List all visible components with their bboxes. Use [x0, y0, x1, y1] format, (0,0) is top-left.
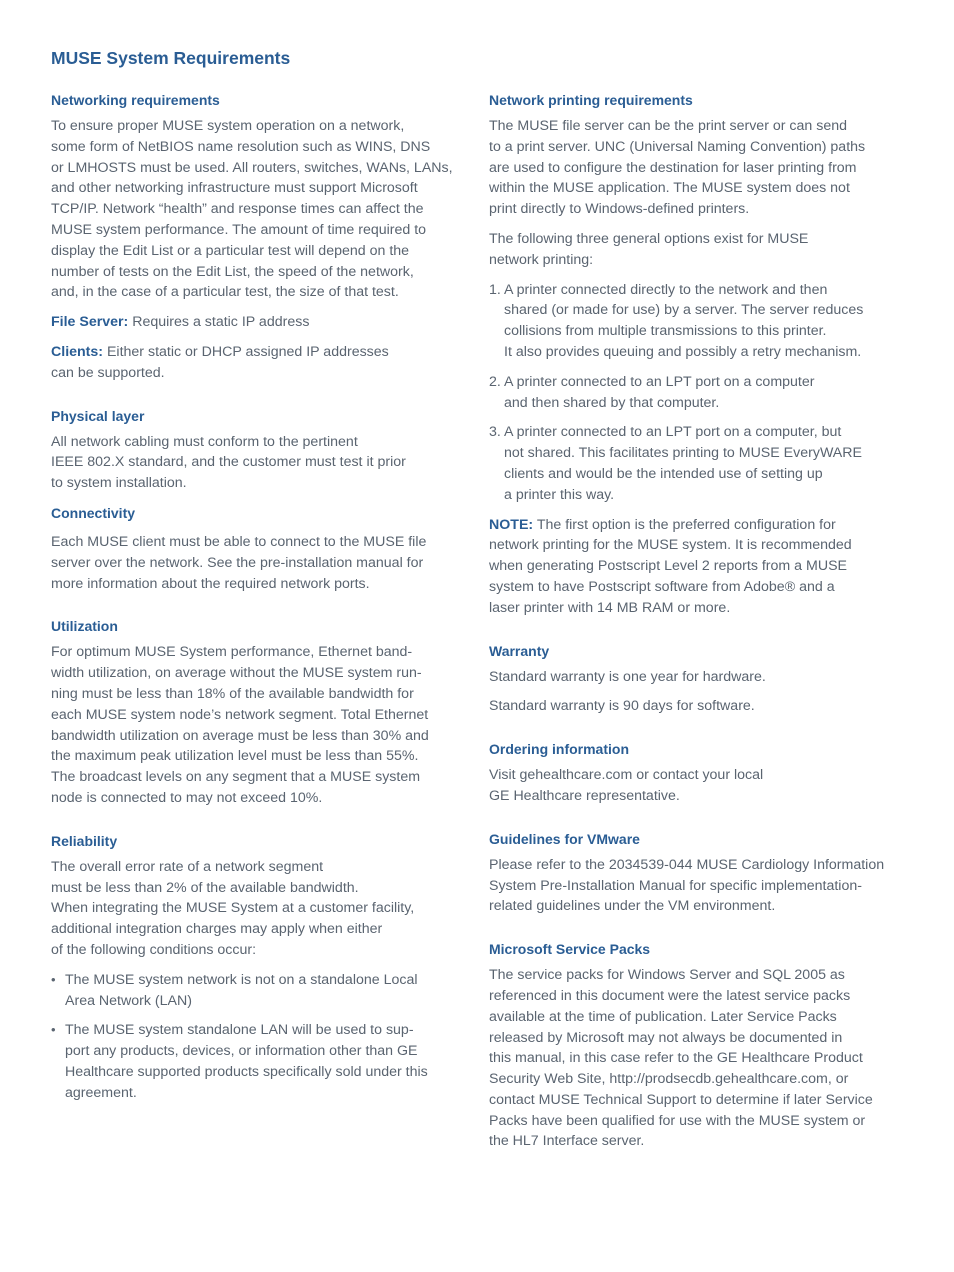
network-printing-section [489, 90, 907, 619]
reliability-body: The overall error rate of a network segment must be less than 2% of the available bandwidth. When integrating the MUSE System at a customer facility, additional integration charges may apply when either of the following conditions occur: [51, 858, 415, 958]
connectivity-heading: Connectivity [51, 504, 136, 521]
clients-text: Either static or DHCP assigned IP addresses can be supported. [51, 343, 389, 381]
reliability-heading: Reliability [51, 832, 118, 849]
file-server-requirement [51, 312, 466, 333]
reliability-conditions-list [51, 970, 466, 1104]
network-printing-heading: Network printing requirements [489, 92, 693, 108]
ordering-body: Visit gehealthcare.com or contact your local GE Healthcare representative. [489, 767, 764, 804]
clients-label: Clients: [51, 343, 104, 360]
vmware-section [489, 829, 907, 917]
connectivity-body: Each MUSE client must be able to connect to the MUSE file server over the network. See the pre-installation manual for more information about the required network ports. [51, 533, 427, 592]
right-column [489, 90, 907, 1152]
utilization-heading: Utilization [51, 618, 118, 635]
note-text: The first option is the preferred configuration for network printing for the MUSE system. It is recommended when generating Postscript Level 2 reports from a MUSE system to have Postscript software from Adobe® and a laser printer with 14 MB RAM or more. [489, 516, 852, 616]
printing-note [489, 515, 907, 619]
list-item [51, 1020, 466, 1103]
list-item [489, 422, 907, 505]
utilization-body: For optimum MUSE System performance, Ethernet band- width utilization, on average without the MUSE system run- ning must be less than 18% of the available bandwidth for each MUSE system node’s network segment. Total Ethernet bandwidth utilization on average must be less than 30% and the maximum peak utilization level must be less than 55%. The broadcast levels on any segment that a MUSE system node is connected to may not exceed 10%. [51, 644, 429, 806]
warranty-heading: Warranty [489, 642, 550, 659]
utilization-section [51, 616, 466, 808]
service-packs-heading: Microsoft Service Packs [489, 941, 651, 958]
vmware-heading: Guidelines for VMware [489, 830, 640, 847]
service-packs-body: The service packs for Windows Server and SQL 2005 as referenced in this document were the latest service packs available at the time of publication. Later Service Packs released by Microsoft may not always be documented in this manual, in this case refer to the GE Healthcare Product Security Web Site, http://prodsecdb.gehealthcare.com, or contact MUSE Technical Support to determine if later Service Packs have been qualified for use with the MUSE system or the HL7 Interface server. [489, 967, 873, 1150]
list-item-text: The MUSE system standalone LAN will be used to sup- port any products, devices, or information other than GE Healthcare supported products specifically sold under this agreement. [65, 1022, 428, 1101]
list-item [51, 970, 466, 1012]
list-item [489, 280, 907, 363]
networking-section [51, 90, 466, 384]
list-number: 1. [489, 281, 501, 298]
list-item-text: A printer connected to an LPT port on a computer and then shared by that computer. [504, 373, 815, 411]
network-printing-body: The MUSE file server can be the print server or can send to a print server. UNC (Universal Naming Convention) paths are used to configure the destination for laser printing from within the MUSE application. The MUSE system does not print directly to Windows-defined printers. [489, 118, 866, 218]
list-item-text: A printer connected to an LPT port on a computer, but not shared. This facilitates printing to MUSE EveryWARE clients and would be the intended use of setting up a printer this way. [504, 424, 862, 503]
list-number: 3. [489, 424, 501, 441]
left-column [51, 90, 466, 1103]
physical-layer-section [51, 406, 466, 494]
reliability-section [51, 831, 466, 1104]
page-title: MUSE System Requirements [51, 48, 291, 68]
warranty-software: Standard warranty is 90 days for software. [489, 698, 755, 715]
bullet-icon: • [51, 971, 56, 987]
clients-requirement [51, 342, 466, 384]
warranty-hardware: Standard warranty is one year for hardware. [489, 668, 766, 685]
list-number: 2. [489, 373, 501, 390]
file-server-label: File Server: [51, 314, 129, 331]
note-label: NOTE: [489, 516, 534, 533]
list-item [489, 372, 907, 414]
ordering-section [489, 739, 907, 807]
ordering-heading: Ordering information [489, 741, 629, 758]
networking-heading: Networking requirements [51, 92, 220, 108]
physical-layer-heading: Physical layer [51, 407, 145, 424]
service-packs-section [489, 939, 907, 1152]
printing-options-list [489, 280, 907, 506]
connectivity-section [51, 503, 466, 594]
file-server-text: Requires a static IP address [128, 314, 310, 331]
warranty-section [489, 641, 907, 718]
physical-layer-body: All network cabling must conform to the pertinent IEEE 802.X standard, and the customer must test it prior to system installation. [51, 433, 406, 492]
list-item-text: The MUSE system network is not on a standalone Local Area Network (LAN) [65, 971, 418, 1009]
printing-options-intro: The following three general options exist for MUSE network printing: [489, 230, 809, 268]
vmware-body: Please refer to the 2034539-044 MUSE Cardiology Information System Pre-Installation Manual for specific implementation- related guidelines under the VM environment. [489, 856, 885, 915]
bullet-icon: • [51, 1022, 56, 1038]
list-item-text: A printer connected directly to the network and then shared (or made for use) by a server. The server reduces collisions from multiple transmissions to this printer. It also provides queuing and possibly a retry mechanism. [504, 281, 864, 360]
networking-body: To ensure proper MUSE system operation on a network, some form of NetBIOS name resolution such as WINS, DNS or LMHOSTS must be used. All routers, switches, WANs, LANs, and other networking infrastructure must support Microsoft TCP/IP. Network “health” and response times can affect the MUSE system performance. The amount of time required to display the Edit List or a particular test will depend on the number of tests on the Edit List, the speed of the network, and, in the case of a particular test, the size of that test. [51, 118, 453, 301]
